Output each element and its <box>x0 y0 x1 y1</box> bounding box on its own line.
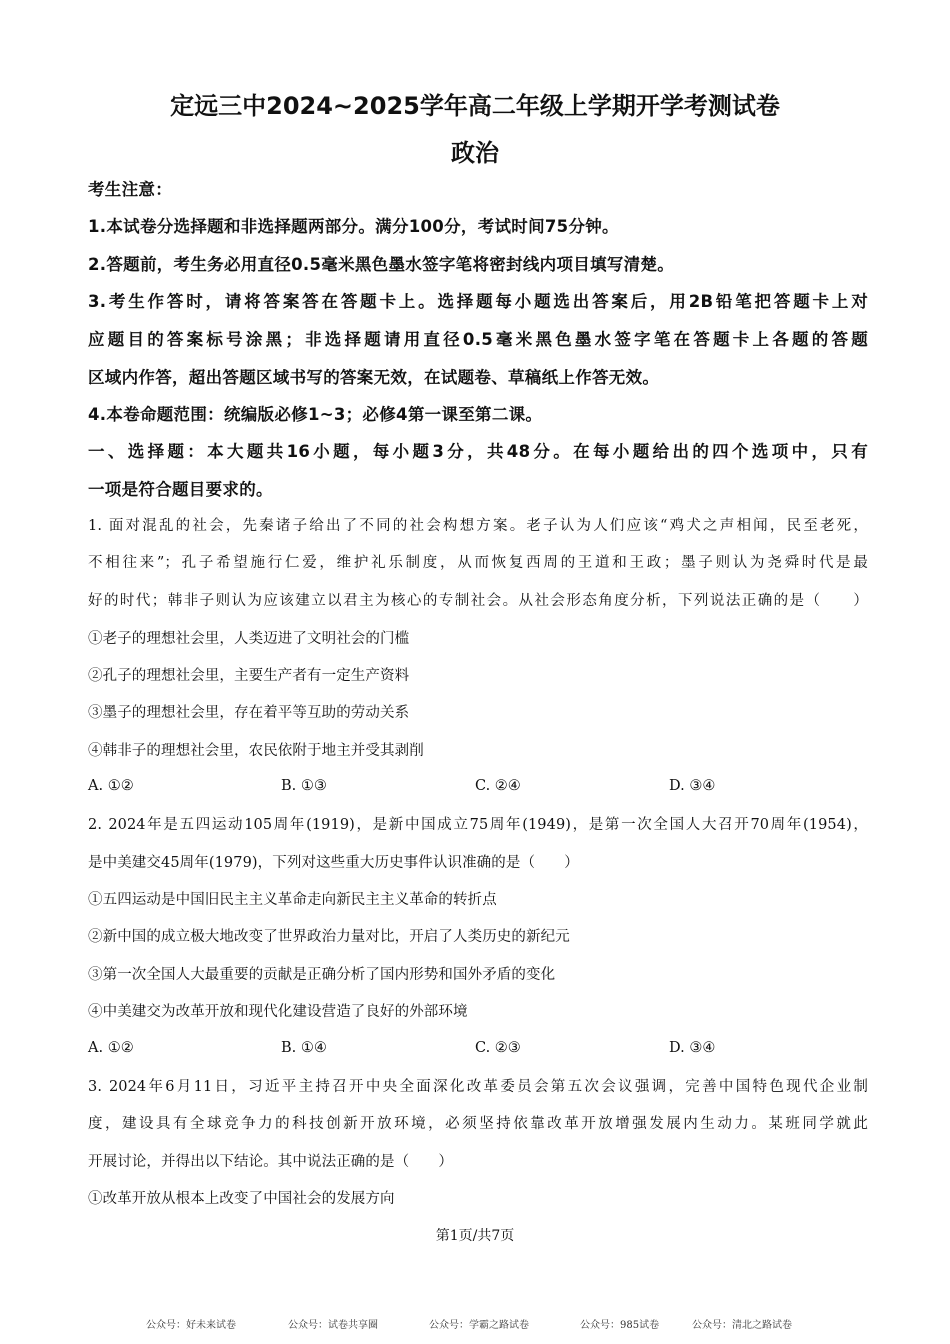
question-1-stem: 好的时代；韩非子则认为应该建立以君主为核心的专制社会。从社会形态角度分析，下列说法正确的是（ ） <box>88 593 868 609</box>
footer-ad: 公众号：试卷共享圈 <box>288 1320 378 1331</box>
option-d: D. ③④ <box>669 778 716 794</box>
section-heading: 一、选择题：本大题共16小题，每小题3分，共48分。在每小题给出的四个选项中，只有 <box>88 442 868 461</box>
question-2-stem: 2. 2024年是五四运动105周年(1919)，是新中国成立75周年(1949)，是第一次全国人大召开70周年(1954)， <box>88 817 868 833</box>
question-3-stem: 度，建设具有全球竞争力的科技创新开放环境，必须坚持依靠改革开放增强发展内生动力。某班同学就此 <box>88 1116 868 1132</box>
question-2-options <box>88 1040 868 1060</box>
option-a: A. ①② <box>88 778 134 794</box>
question-2-stem: 是中美建交45周年(1979)，下列对这些重大历史事件认识准确的是（ ） <box>88 855 579 871</box>
footer-ad: 公众号：清北之路试卷 <box>692 1320 792 1331</box>
exam-title: 定远三中2024~2025学年高二年级上学期开学考测试卷 <box>170 92 780 120</box>
footer-ad: 公众号：学霸之路试卷 <box>429 1320 529 1331</box>
question-2-statement: ②新中国的成立极大地改变了世界政治力量对比，开启了人类历史的新纪元 <box>88 929 570 945</box>
question-1-statement: ②孔子的理想社会里，主要生产者有一定生产资料 <box>88 668 410 684</box>
question-1-options <box>88 778 868 798</box>
notice-item: 1.本试卷分选择题和非选择题两部分。满分100分，考试时间75分钟。 <box>88 217 619 236</box>
notice-heading: 考生注意： <box>88 180 172 199</box>
question-3-statement: ①改革开放从根本上改变了中国社会的发展方向 <box>88 1191 395 1207</box>
notice-item: 3.考生作答时，请将答案答在答题卡上。选择题每小题选出答案后，用2B铅笔把答题卡上对 <box>88 292 868 311</box>
page-number: 第1页/共7页 <box>435 1228 515 1244</box>
question-3-stem: 开展讨论，并得出以下结论。其中说法正确的是（ ） <box>88 1154 453 1170</box>
section-heading-cont: 一项是符合题目要求的。 <box>88 480 273 499</box>
question-3-stem: 3. 2024年6月11日，习近平主持召开中央全面深化改革委员会第五次会议强调，完善中国特色现代企业制 <box>88 1079 868 1095</box>
option-c: C. ②③ <box>475 1040 521 1056</box>
option-d: D. ③④ <box>669 1040 716 1056</box>
question-1-statement: ③墨子的理想社会里，存在着平等互助的劳动关系 <box>88 705 410 721</box>
footer-ads <box>0 1316 950 1332</box>
notice-item: 4.本卷命题范围：统编版必修1~3；必修4第一课至第二课。 <box>88 405 543 424</box>
footer-ad: 公众号：好未来试卷 <box>146 1320 236 1331</box>
question-1-statement: ④韩非子的理想社会里，农民依附于地主并受其剥削 <box>88 743 424 759</box>
notice-item: 应题目的答案标号涂黑；非选择题请用直径0.5毫米黑色墨水签字笔在答题卡上各题的答题 <box>88 330 868 349</box>
question-2-statement: ③第一次全国人大最重要的贡献是正确分析了国内形势和国外矛盾的变化 <box>88 967 556 983</box>
question-1-statement: ①老子的理想社会里，人类迈进了文明社会的门槛 <box>88 631 410 647</box>
notice-item: 2.答题前，考生务必用直径0.5毫米黑色墨水签字笔将密封线内项目填写清楚。 <box>88 255 675 274</box>
question-1-stem: 不相往来”；孔子希望施行仁爱，维护礼乐制度，从而恢复西周的王道和王政；墨子则认为尧舜时代是最 <box>88 555 868 571</box>
question-1-stem: 1. 面对混乱的社会，先秦诸子给出了不同的社会构想方案。老子认为人们应该“鸡犬之声相闻，民至老死， <box>88 518 868 534</box>
question-2-statement: ④中美建交为改革开放和现代化建设营造了良好的外部环境 <box>88 1004 468 1020</box>
option-b: B. ①④ <box>281 1040 327 1056</box>
option-b: B. ①③ <box>281 778 327 794</box>
notice-item: 区域内作答，超出答题区域书写的答案无效，在试题卷、草稿纸上作答无效。 <box>88 368 660 387</box>
subject-title: 政治 <box>451 139 499 167</box>
option-a: A. ①② <box>88 1040 134 1056</box>
question-2-statement: ①五四运动是中国旧民主主义革命走向新民主主义革命的转折点 <box>88 892 497 908</box>
option-c: C. ②④ <box>475 778 521 794</box>
footer-ad: 公众号：985试卷 <box>580 1320 660 1331</box>
